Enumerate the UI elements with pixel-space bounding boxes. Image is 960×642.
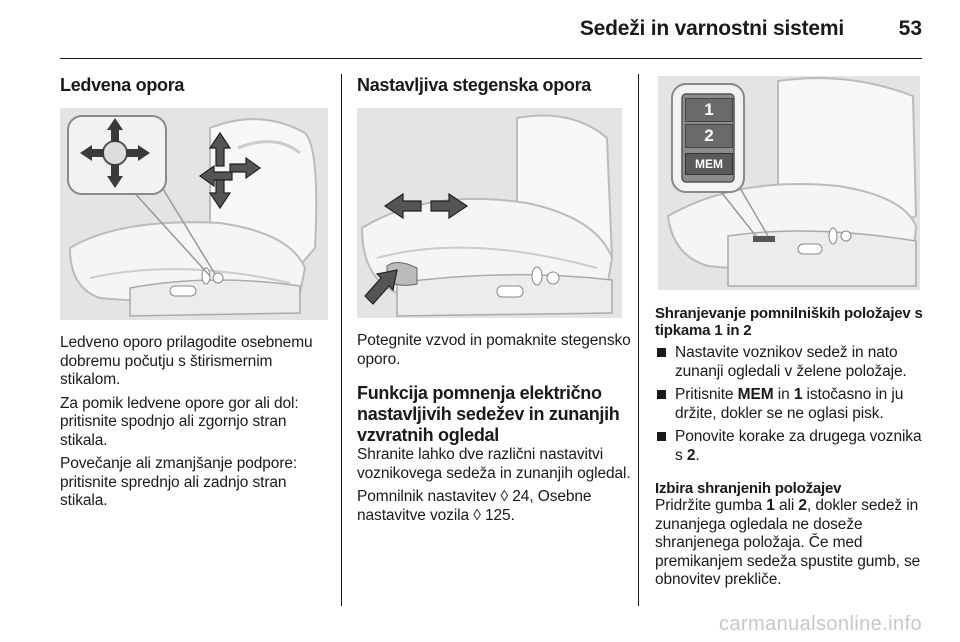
memory-paragraph-2: Pomnilnik nastavitev ◊ 24, Osebne nastavitve vozila ◊ 125.: [357, 488, 592, 524]
list-item: Ponovite korake za drugega voznika s 2.: [655, 428, 925, 465]
list-item: Pritisnite MEM in 1 istočasno in ju držite, dokler se ne oglasi pisk.: [655, 386, 925, 423]
column-lumbar: [60, 74, 328, 96]
watermark: carmanualsonline.info: [719, 613, 922, 635]
column-divider-1: [341, 74, 342, 606]
thigh-paragraph: Potegnite vzvod in pomaknite stegensko oporo.: [357, 332, 631, 368]
figure-memory-buttons: [658, 76, 920, 290]
header-title: Sedeži in varnostni sistemi: [579, 17, 844, 40]
subheading-select-positions: Izbira shranjenih položajev: [655, 480, 842, 497]
subheading-store-positions: Shranjevanje pomnilniških položajev s tipkama 1 in 2: [655, 305, 923, 339]
section-heading-thigh-support: Nastavljiva stegenska opora: [357, 75, 592, 95]
memory-paragraph-1: Shranite lahko dve različni nastavitvi voznikovega sedeža in zunanjih ogledal.: [357, 446, 631, 482]
column-thigh-support: [357, 74, 627, 96]
bullet-icon: [657, 390, 666, 399]
store-steps-list: [655, 344, 925, 465]
lumbar-paragraph-2: Za pomik ledvene opore gor ali dol: pritisnite spodnjo ali zgornjo stran stikala.: [60, 394, 299, 449]
bullet-icon: [657, 348, 666, 357]
page-header: [60, 0, 922, 59]
cross-reference-page[interactable]: 24: [512, 488, 530, 505]
column-divider-2: [638, 74, 639, 606]
cross-reference-icon: ◊: [500, 488, 509, 505]
section-heading-memory: Funkcija pomnenja električno nastavljivih sedežev in zunanjih vzvratnih ogledal: [357, 383, 620, 445]
figure-lumbar-support: [60, 108, 328, 320]
list-item: Nastavite voznikov sedež in nato zunanji ogledali v želene položaje.: [655, 344, 925, 381]
section-heading-lumbar: Ledvena opora: [60, 75, 185, 95]
memory-button-2: 2: [685, 124, 733, 148]
lumbar-text: [60, 334, 330, 511]
select-paragraph: Pridržite gumba 1 ali 2, dokler sedež in zunanjega ogledala ne doseže shranjenega položaja. Če med premikanjem sedeža spustite gumb, se obnovitev prekliče.: [655, 497, 921, 588]
memory-button-1: 1: [685, 98, 733, 122]
memory-button-mem: MEM: [685, 153, 733, 175]
cross-reference-icon: ◊: [473, 506, 481, 524]
lumbar-paragraph-3: Povečanje ali zmanjšanje podpore: pritisnite sprednjo ali zadnjo stran stikala.: [60, 455, 298, 509]
bullet-icon: [657, 432, 666, 441]
cross-reference-page[interactable]: 125: [485, 506, 511, 524]
figure-thigh-support: [357, 108, 622, 318]
lumbar-paragraph-1: Ledveno oporo prilagodite osebnemu dobremu počutju s štirismernim stikalom.: [60, 334, 313, 388]
memory-text: [655, 305, 925, 590]
thigh-support-text: [357, 332, 632, 525]
page-number: 53: [898, 17, 922, 40]
